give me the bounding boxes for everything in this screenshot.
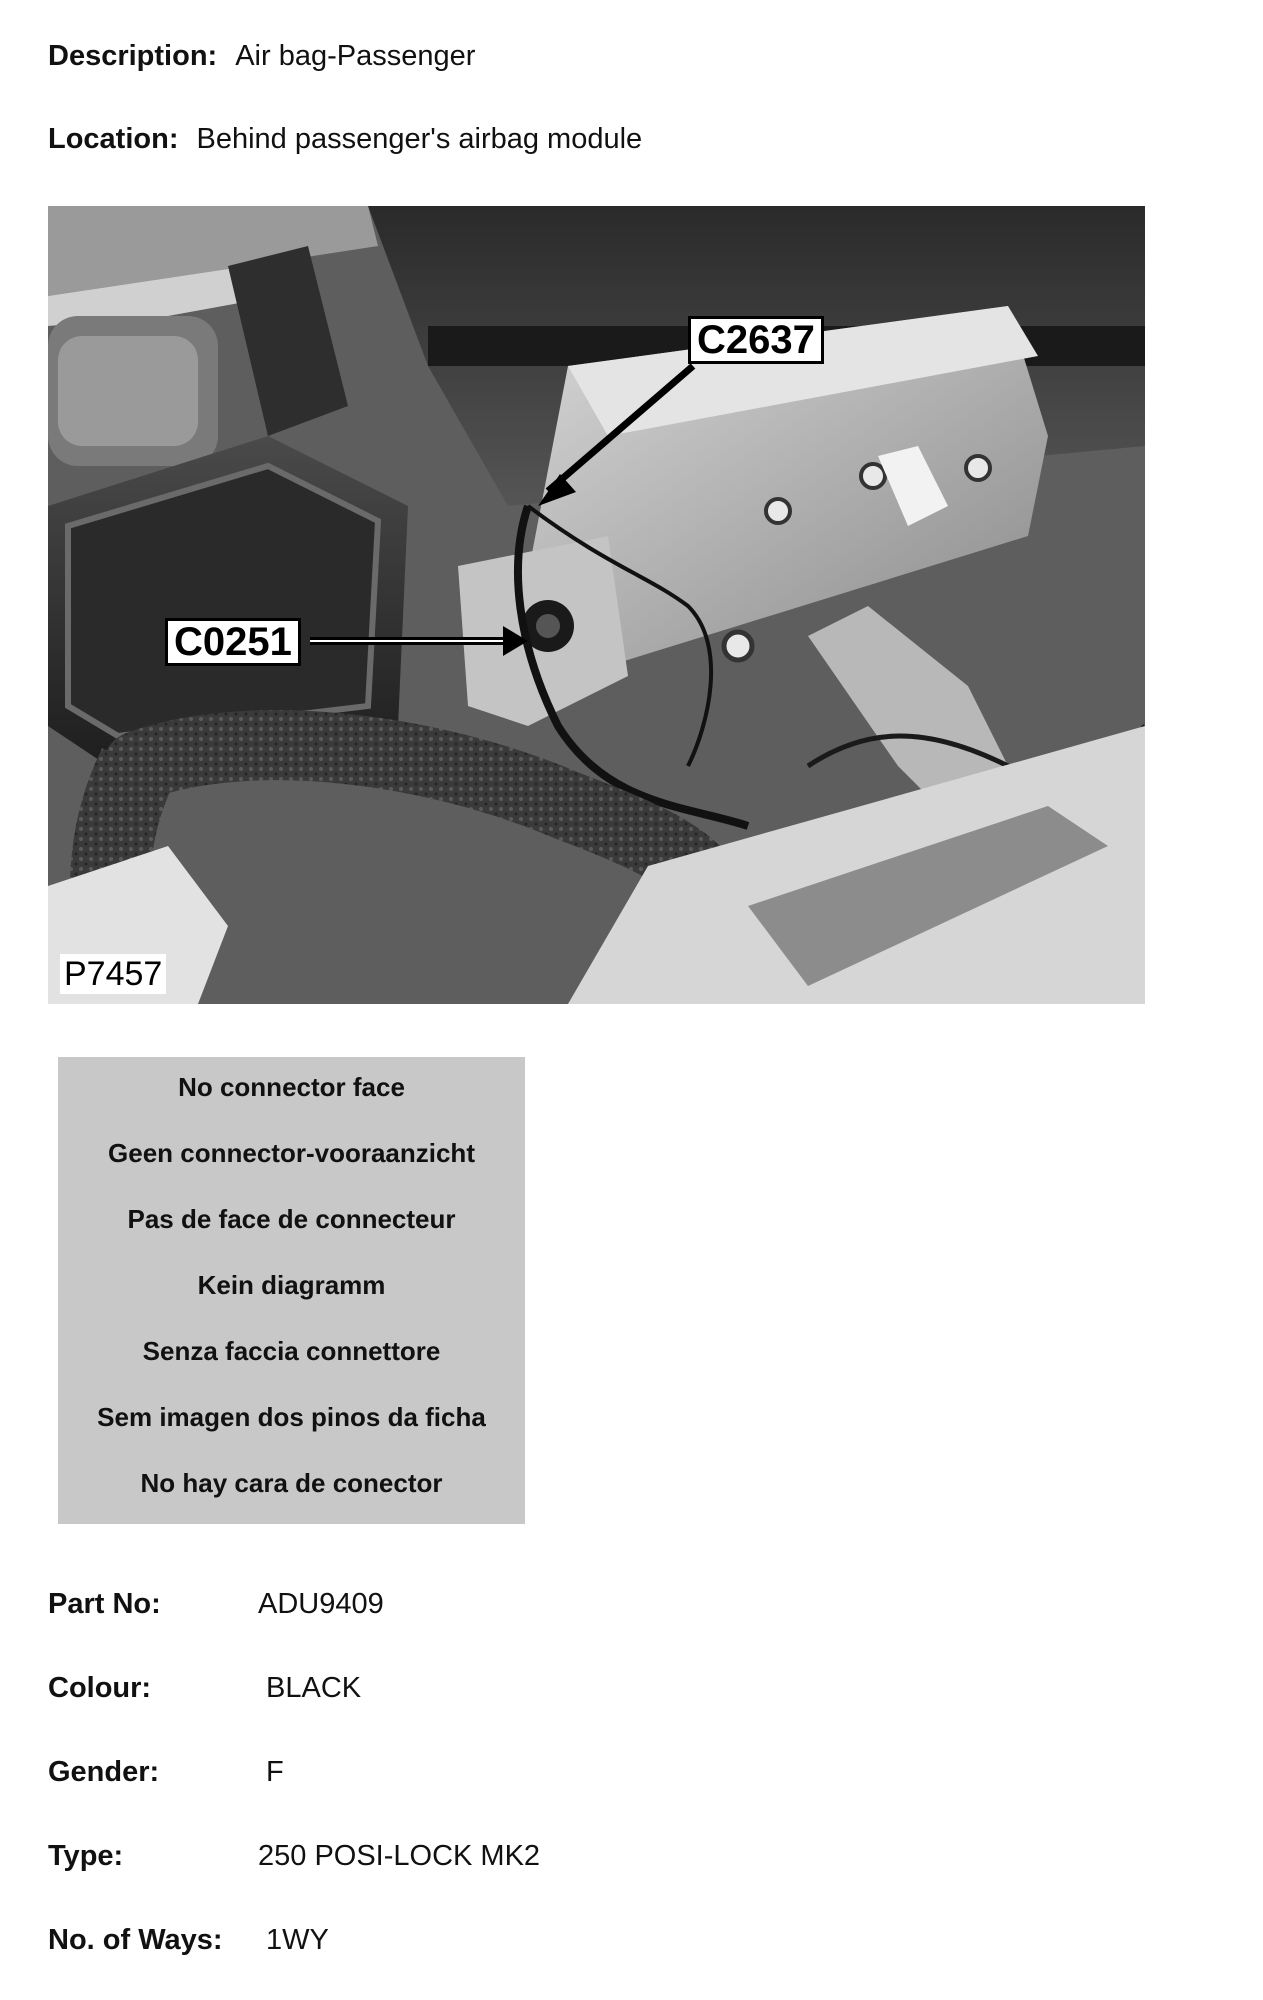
gender-label: Gender:	[48, 1756, 160, 1788]
callout-c2637: C2637	[688, 316, 824, 364]
description-value: Air bag-Passenger	[235, 40, 476, 72]
callout-c0251: C0251	[165, 618, 301, 666]
notice-line-fr: Pas de face de connecteur	[127, 1204, 456, 1234]
connector-location-photo	[48, 206, 1145, 1004]
description-label: Description:	[48, 40, 218, 72]
notice-line-es: No hay cara de conector	[140, 1468, 443, 1498]
ways-label: No. of Ways:	[48, 1924, 223, 1956]
notice-line-it: Senza faccia connettore	[142, 1336, 441, 1366]
notice-line-de: Kein diagramm	[197, 1270, 386, 1300]
no-connector-face-notice	[58, 1057, 525, 1524]
notice-line-en: No connector face	[178, 1072, 405, 1102]
colour-value: BLACK	[266, 1672, 362, 1704]
type-value: 250 POSI-LOCK MK2	[258, 1840, 541, 1872]
ways-value: 1WY	[266, 1924, 329, 1956]
part-no-row	[48, 1586, 384, 1622]
photo-id: P7457	[60, 954, 166, 994]
ways-row	[48, 1922, 329, 1958]
location-row	[48, 121, 642, 157]
type-row	[48, 1838, 540, 1874]
colour-label: Colour:	[48, 1672, 152, 1704]
notice-line-pt: Sem imagen dos pinos da ficha	[97, 1402, 486, 1432]
part-no-label: Part No:	[48, 1588, 161, 1620]
type-label: Type:	[48, 1840, 124, 1872]
description-row	[48, 38, 475, 74]
location-label: Location:	[48, 123, 179, 155]
engine-bay-photo-illustration	[48, 206, 1145, 1004]
gender-row	[48, 1754, 284, 1790]
gender-value: F	[266, 1756, 284, 1788]
notice-line-nl: Geen connector-vooraanzicht	[108, 1138, 475, 1168]
colour-row	[48, 1670, 361, 1706]
location-value: Behind passenger's airbag module	[196, 123, 643, 155]
part-no-value: ADU9409	[258, 1588, 384, 1620]
